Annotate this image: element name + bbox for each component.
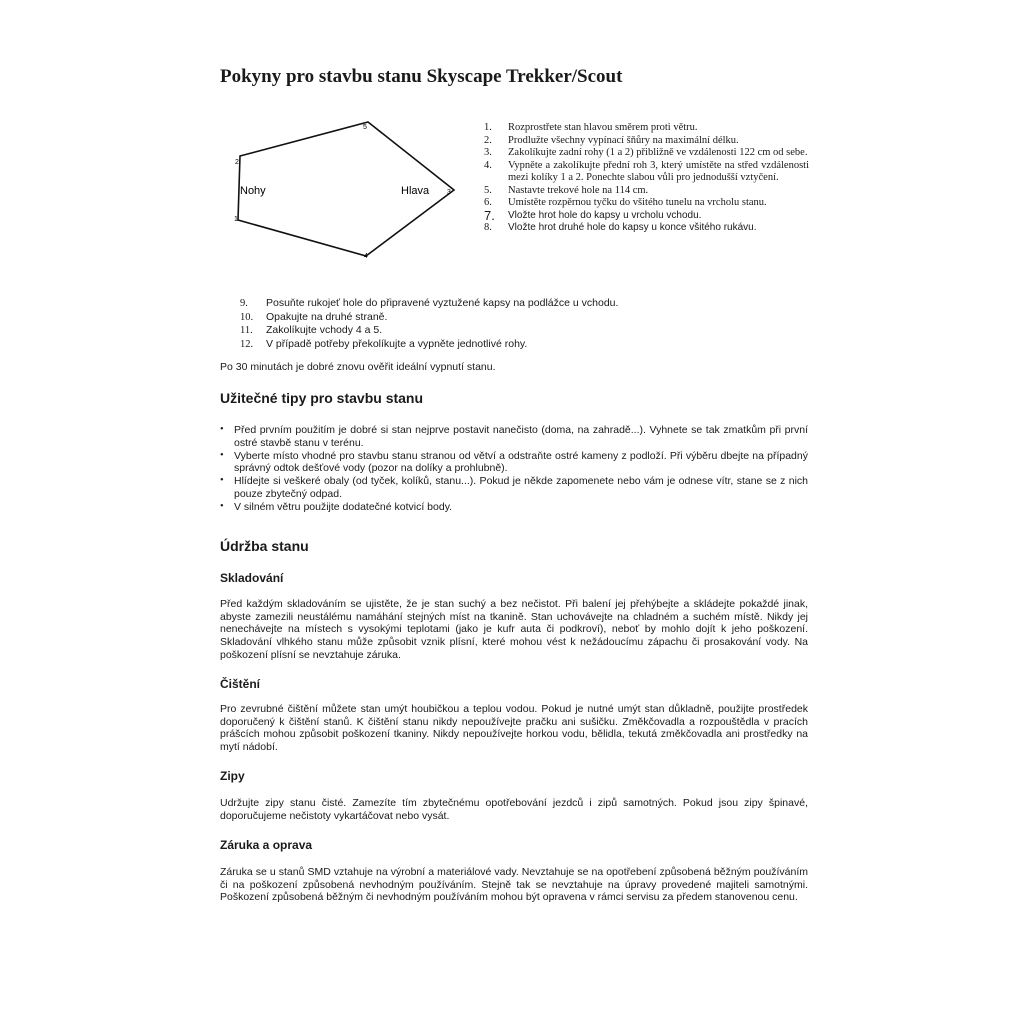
step-item: 8. Vložte hrot druhé hole do kapsy u konce všitého rukávu. <box>484 222 757 233</box>
after-steps-note: Po 30 minutách je dobré znovu ověřit ideální vypnutí stanu. <box>220 361 496 373</box>
cleaning-heading: Čištění <box>220 677 261 691</box>
step-item: 4. Vypněte a zakolíkujte přední roh 3, který umístěte na střed vzdálenosti mezi kolíky 1 a 2. Ponechte slabou vůli pro jednodušší vztyčení. <box>484 159 809 183</box>
cleaning-paragraph: Pro zevrubné čištění můžete stan umýt houbičkou a teplou vodou. Pokud je nutné umýt stan důkladně, použijte prostředek doporučený k čištění stanů. K čištění stanu nikdy nepoužívejte pračku ani sušičku. Změkčovadla a rozpouštědla v pracích prášcích mohou způsobit poškození tkaniny. Nikdy nepoužívejte horkou vodu, bělidla, tekutá změkčovadla ani prostředky na mytí nádobí. <box>220 703 808 754</box>
tent-footprint-diagram <box>226 118 466 268</box>
step-item: 2. Prodlužte všechny vypínací šňůry na maximální délku. <box>484 134 739 146</box>
storage-paragraph: Před každým skladováním se ujistěte, že je stan suchý a bez nečistot. Při balení jej přehýbejte a skládejte pokaždé jinak, abyste zamezili neustálému namáhání stejných míst na tkanině. Stan uchovávejte na chladném a suchém místě. Nikdy jej nenechávejte na místech s vysokými teplotami (jako je kufr auta či podkroví), neboť by mohlo dojít k jeho poškození. Skladování vlhkého stanu může způsobit vznik plísní, které mohou vést k nežádoucímu zápachu či prosakování vody. Na poškození plísní se nevztahuje záruka. <box>220 598 808 661</box>
label-head: Hlava <box>401 185 430 197</box>
tip-item: • Vyberte místo vhodné pro stavbu stanu stranou od větví a odstraňte ostré kameny z podloží. Při výběru dbejte na případný správný odtok dešťové vody (pozor na dolíky a prohlubně). <box>220 449 808 475</box>
corner-label-2: 2 <box>235 159 239 166</box>
label-feet: Nohy <box>240 185 266 197</box>
step-item: 9. Posuňte rukojeť hole do připravené vyztužené kapsy na podlážce u vchodu. <box>240 297 619 309</box>
warranty-paragraph: Záruka se u stanů SMD vztahuje na výrobní a materiálové vady. Nevztahuje se na opotřebení způsobená běžným používáním či na poškození způsobená nevhodným používáním. Stejně tak se nevztahuje na úpravy provedené majiteli samotnými. Poškození způsobená běžným či nevhodným používáním mohou být opravena v rámci servisu za předem stanovenou cenu. <box>220 866 808 904</box>
tip-item: • V silném větru použijte dodatečné kotvicí body. <box>220 500 453 513</box>
steps-list-left <box>240 297 618 351</box>
document-title: Pokyny pro stavbu stanu Skyscape Trekker/Scout <box>220 66 623 87</box>
corner-label-5: 5 <box>363 124 367 131</box>
corner-label-3: 3 <box>447 189 451 196</box>
tips-heading: Užitečné tipy pro stavbu stanu <box>220 390 424 406</box>
storage-heading: Skladování <box>220 571 284 585</box>
step-item: 6. Umístěte rozpěrnou tyčku do všitého tunelu na vrcholu stanu. <box>484 197 767 208</box>
zips-heading: Zipy <box>220 769 245 783</box>
step-item: 3. Zakolíkujte zadní rohy (1 a 2) přibližně ve vzdálenosti 122 cm od sebe. <box>484 147 808 158</box>
warranty-heading: Záruka a oprava <box>220 838 313 852</box>
step-item: 7. Vložte hrot hole do kapsy u vrcholu vchodu. <box>484 207 702 223</box>
tip-item: • Před prvním použitím je dobré si stan nejprve postavit nanečisto (doma, na zahradě...). Vyhnete se tak zmatkům při první ostré stavbě stanu v terénu. <box>220 424 808 449</box>
step-item: 5. Nastavte trekové hole na 114 cm. <box>484 184 649 196</box>
tip-item: • Hlídejte si veškeré obaly (od tyček, kolíků, stanu...). Pokud je někde zapomenete nebo vám je odnese vítr, stane se z nich pouze zbytečný odpad. <box>220 475 808 500</box>
maintenance-heading: Údržba stanu <box>220 538 309 554</box>
step-item: 1. Rozprostřete stan hlavou směrem proti větru. <box>484 122 698 133</box>
tips-list <box>220 424 808 514</box>
steps-list-right <box>484 122 809 235</box>
tent-pentagon-svg <box>226 118 466 268</box>
step-item: 10. Opakujte na druhé straně. <box>240 310 388 323</box>
corner-label-4: 4 <box>364 253 368 260</box>
corner-label-1: 1 <box>234 216 238 223</box>
step-item: 11. Zakolíkujte vchody 4 a 5. <box>240 324 383 336</box>
step-item: 12. V případě potřeby překolíkujte a vypněte jednotlivé rohy. <box>240 337 528 350</box>
zips-paragraph: Udržujte zipy stanu čisté. Zamezíte tím zbytečnému opotřebování jezdců i zipů samotných. Pokud jsou zipy špinavé, doporučujeme nečistoty vykartáčovat nebo vysát. <box>220 797 808 822</box>
